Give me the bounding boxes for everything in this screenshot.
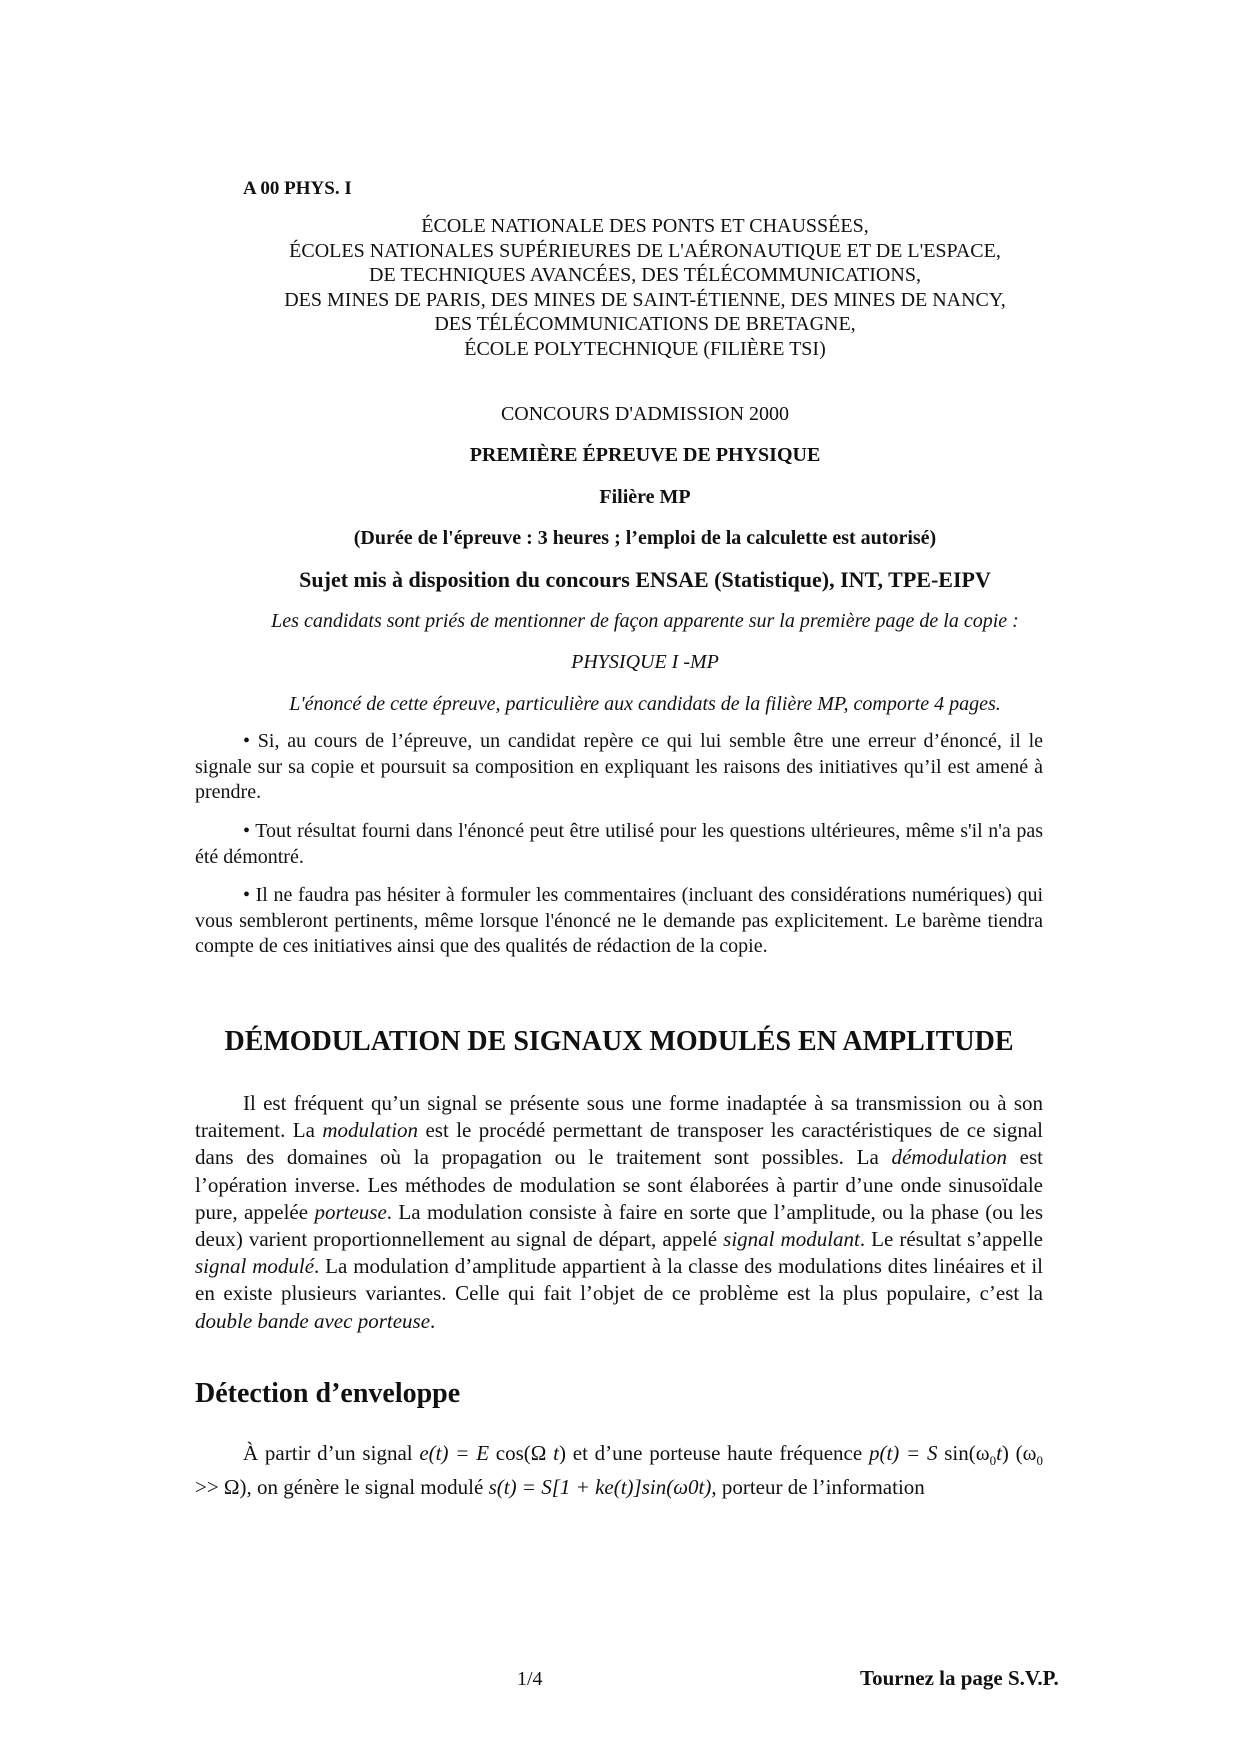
- school-line: ÉCOLE NATIONALE DES PONTS ET CHAUSSÉES,: [421, 215, 869, 237]
- signal-expression: e(t) = E: [419, 1441, 490, 1465]
- time-variable: t: [996, 1441, 1002, 1465]
- intro-paragraph: [195, 1090, 1043, 1335]
- section-text: ) et d’une porteuse haute fréquence: [559, 1441, 869, 1465]
- section-text: ) (ω: [1001, 1441, 1037, 1465]
- intro-emphasis: porteuse: [314, 1199, 387, 1224]
- instruction-paragraph: [195, 819, 1043, 870]
- intro-text: est l’opération inverse. Les méthodes de modulation se sont élaborées à partir d’une onde sinusoïdale pure, appelée: [195, 1145, 1044, 1224]
- carrier-expression: p(t) = S: [868, 1441, 938, 1465]
- intro-text: Il est fréquent qu’un signal se présente sous une forme inadaptée à sa transmission ou à son traitement. La: [195, 1091, 1043, 1143]
- school-line: DES MINES DE PARIS, DES MINES DE SAINT-ÉTIENNE, DES MINES DE NANCY,: [284, 288, 1006, 311]
- instruction-paragraph: [195, 729, 1043, 806]
- intro-emphasis: signal modulé: [195, 1254, 315, 1279]
- school-list: [195, 214, 1095, 361]
- intro-emphasis: démodulation: [891, 1145, 1007, 1170]
- intro-text: .: [430, 1308, 436, 1333]
- intro-emphasis: double bande avec porteuse: [195, 1308, 431, 1333]
- school-line: ÉCOLE POLYTECHNIQUE (FILIÈRE TSI): [464, 337, 826, 360]
- school-line: DES TÉLÉCOMMUNICATIONS DE BRETAGNE,: [434, 313, 856, 335]
- enonce-note: L'énoncé de cette épreuve, particulière aux candidats de la filière MP, comporte 4 pages.: [289, 693, 1001, 715]
- section-text: sin(ω: [937, 1441, 990, 1465]
- intro-emphasis: modulation: [322, 1118, 419, 1143]
- section-text: À partir d’un signal: [243, 1441, 420, 1465]
- duree-note: (Durée de l'épreuve : 3 heures ; l’emploi de la calculette est autorisé): [353, 527, 937, 549]
- school-line: ÉCOLES NATIONALES SUPÉRIEURES DE L'AÉRONAUTIQUE ET DE L'ESPACE,: [289, 239, 1001, 262]
- intro-text: . La modulation d’amplitude appartient à la classe des modulations dites linéaires et il en existe plusieurs variantes. Celle qui fait l’objet de ce problème est la plus populaire, c’est la: [195, 1254, 1043, 1306]
- sujet-note: Sujet mis à disposition du concours ENSAE (Statistique), INT, TPE-EIPV: [299, 567, 991, 592]
- exam-code: A 00 PHYS. I: [243, 178, 352, 199]
- instruction-text: • Il ne faudra pas hésiter à formuler les commentaires (incluant des considérations numériques) qui vous sembleront pertinents, même lorsque l'énoncé ne le demande pas explicitement. Le barème tiendra compte de ces initiatives ainsi que des qualités de rédaction de la copie.: [195, 884, 1043, 958]
- epreuve-title: PREMIÈRE ÉPREUVE DE PHYSIQUE: [469, 444, 821, 466]
- filiere-label: Filière MP: [599, 486, 691, 508]
- concours-title: CONCOURS D'ADMISSION 2000: [500, 403, 790, 425]
- intro-text: . Le résultat s’appelle: [859, 1227, 1043, 1252]
- intro-emphasis: signal modulant: [723, 1227, 860, 1252]
- section-paragraph: [195, 1440, 1043, 1502]
- instruction-text: • Si, au cours de l’épreuve, un candidat repère ce qui lui semble être une erreur d’énoncé, il le signale sur sa copie et poursuit sa composition en expliquant les raisons des initiatives qu’il est amené à prendre.: [195, 730, 1043, 804]
- section-heading: Détection d’enveloppe: [195, 1378, 461, 1409]
- instruction-text: • Tout résultat fourni dans l'énoncé peut être utilisé pour les questions ultérieures, même s'il n'a pas été démontré.: [195, 820, 1043, 868]
- omega-subscript: 0: [989, 1453, 997, 1469]
- modulated-signal-formula: s(t) = S[1 + ke(t)]sin(ω0t): [488, 1475, 712, 1500]
- problem-title: DÉMODULATION DE SIGNAUX MODULÉS EN AMPLITUDE: [224, 1026, 1014, 1057]
- physique-label: PHYSIQUE I -MP: [571, 651, 719, 673]
- page-number: 1/4: [517, 1668, 543, 1690]
- time-variable: t: [553, 1441, 559, 1465]
- mention-note: Les candidats sont priés de mentionner de façon apparente sur la première page de la copie :: [271, 610, 1019, 632]
- section-text: >> Ω), on génère le signal modulé: [195, 1475, 489, 1500]
- intro-text: est le procédé permettant de transposer les caractéristiques de ce signal dans des domaines où la propagation ou le traitement sont possibles. La: [195, 1118, 1043, 1170]
- omega-subscript: 0: [1036, 1453, 1043, 1469]
- instruction-paragraph: [195, 883, 1043, 960]
- section-text: , porteur de l’information: [711, 1475, 925, 1500]
- turn-page-note: Tournez la page S.V.P.: [860, 1666, 1059, 1690]
- section-text: cos(Ω: [489, 1441, 554, 1465]
- intro-text: . La modulation consiste à faire en sorte que l’amplitude, ou la phase (ou les deux) varient proportionnellement au signal de départ, appelé: [195, 1199, 1043, 1252]
- school-line: DE TECHNIQUES AVANCÉES, DES TÉLÉCOMMUNICATIONS,: [369, 264, 921, 286]
